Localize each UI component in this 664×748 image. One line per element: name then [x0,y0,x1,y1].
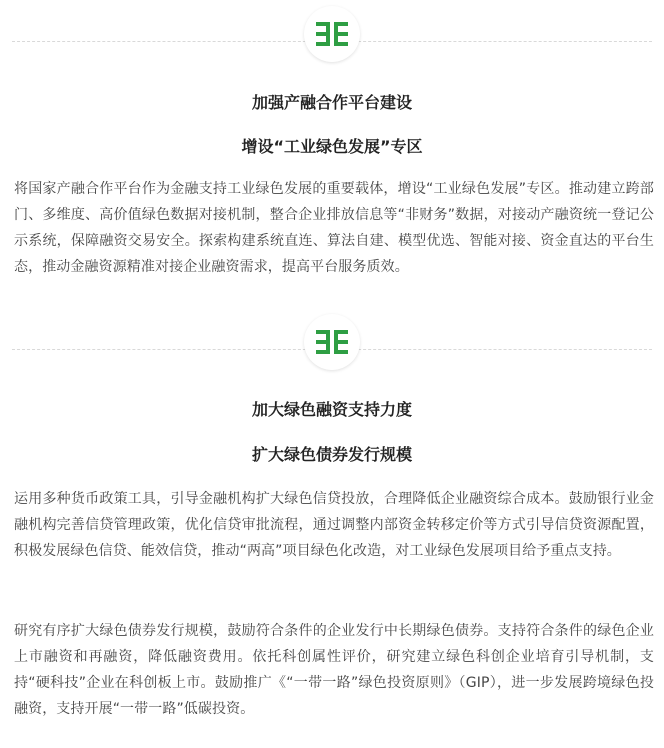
section-subtitle: 增设“工业绿色发展”专区 [241,137,423,156]
section-divider-1 [12,6,652,78]
section-title: 加大绿色融资支持力度 [251,400,412,419]
section-divider-2 [12,314,652,386]
green-logo-icon [304,314,360,370]
body-paragraph: 研究有序扩大绿色债券发行规模，鼓励符合条件的企业发行中长期绿色债券。支持符合条件的绿色企业上市融资和再融资，降低融资费用。依托科创属性评价，研究建立绿色科创企业培育引导机制，支持“硬科技”企业在科创板上市。鼓励推广《“一带一路”绿色投资原则》（GIP），进一步发展跨境绿色投融资，支持开展“一带一路”低碳投资。 [14,623,654,717]
green-logo-icon [304,6,360,62]
body-paragraph: 运用多种货币政策工具，引导金融机构扩大绿色信贷投放，合理降低企业融资综合成本。鼓励银行业金融机构完善信贷管理政策，优化信贷审批流程，通过调整内部资金转移定价等方式引导信贷资源配置，积极发展绿色信贷、能效信贷，推动“两高”项目绿色化改造，对工业绿色发展项目给予重点支持。 [14,491,654,559]
body-paragraph: 将国家产融合作平台作为金融支持工业绿色发展的重要载体，增设“工业绿色发展”专区。推动建立跨部门、多维度、高价值绿色数据对接机制，整合企业排放信息等“非财务”数据，对接动产融资统一登记公示系统，保障融资交易安全。探索构建系统直连、算法自建、模型优选、智能对接、资金直达的平台生态，推动金融资源精准对接企业融资需求，提高平台服务质效。 [14,181,654,275]
section-title: 加强产融合作平台建设 [251,93,412,112]
section-subtitle: 扩大绿色债券发行规模 [251,445,412,464]
